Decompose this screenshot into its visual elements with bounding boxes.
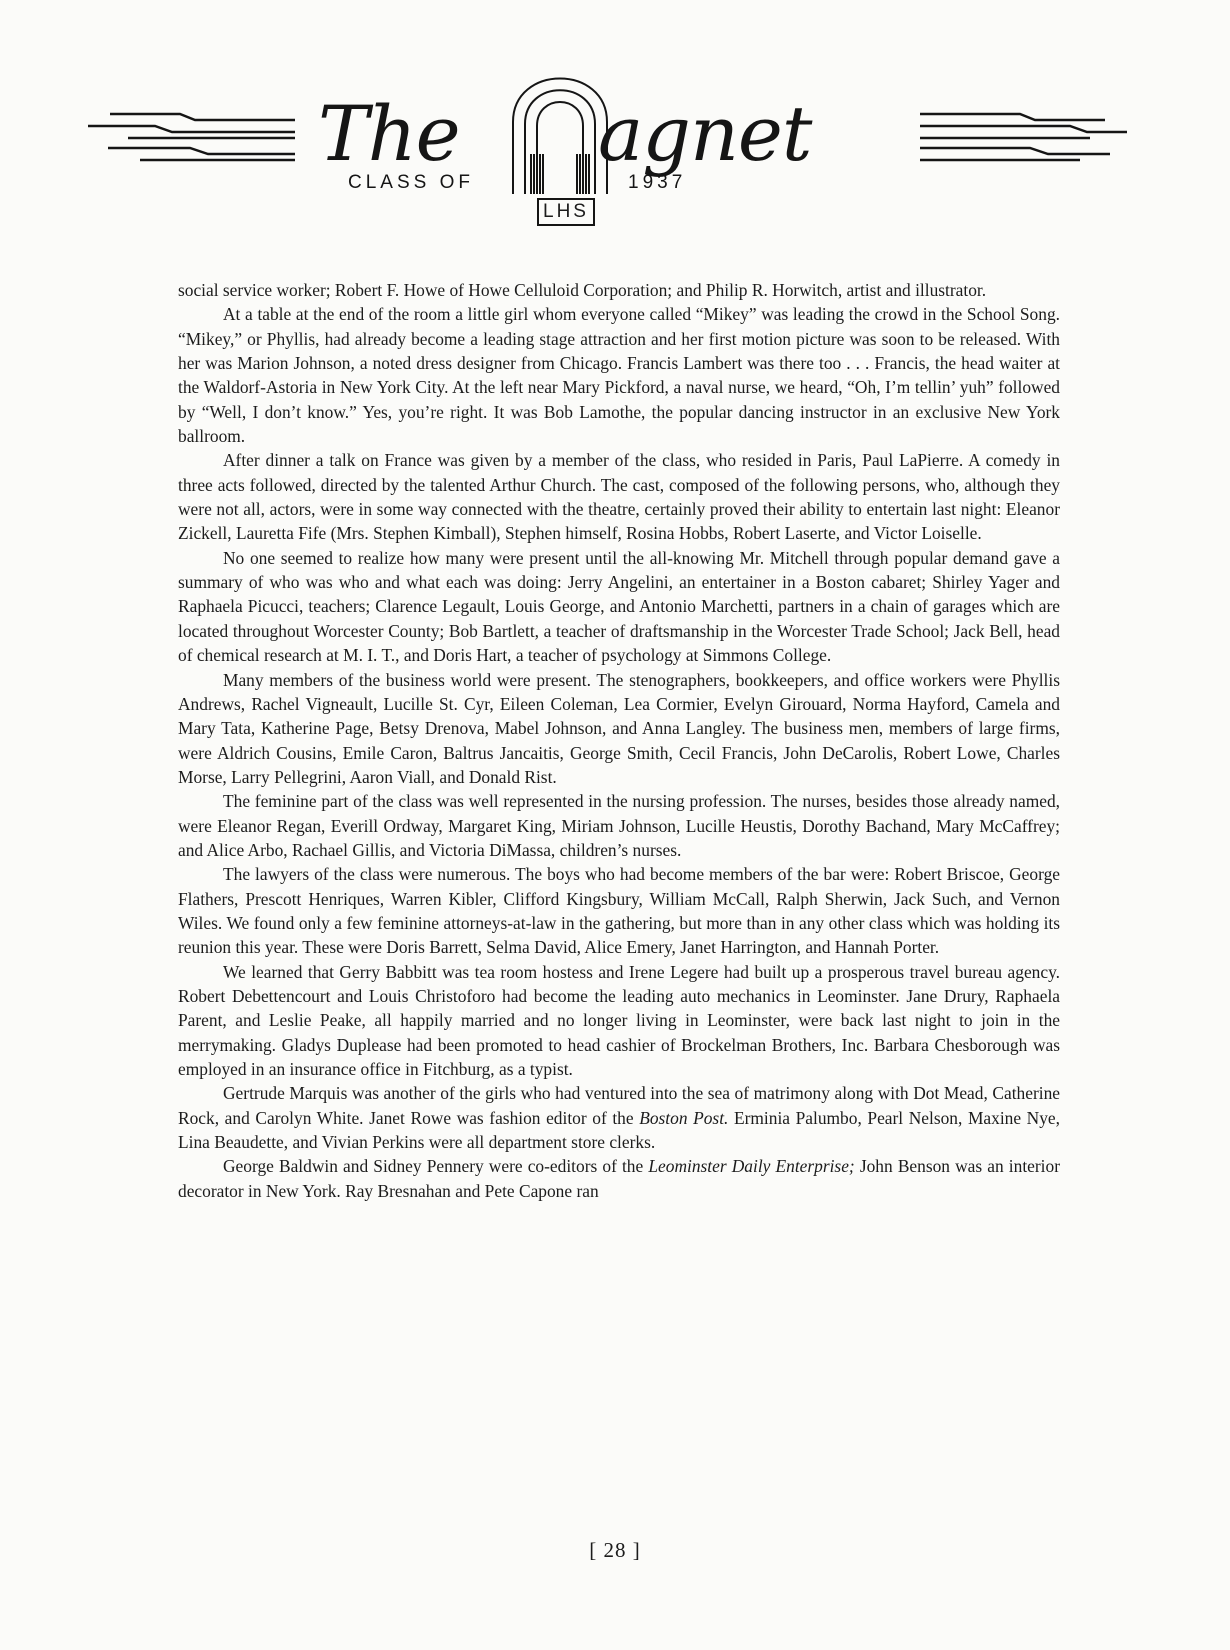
school-badge: LHS (537, 198, 595, 226)
paragraph: The feminine part of the class was well represented in the nursing profession. The nurses, besides those already named, were Eleanor Regan, Everill Ordway, Margaret King, Miriam Johnson, Lucille Heustis, Dorothy Bachand, Mary McCaffrey; and Alice Arbo, Rachael Gillis, and Victoria DiMassa, children’s nurses. (178, 791, 1060, 860)
paragraph (178, 1154, 1060, 1203)
class-label: CLASS OF (348, 172, 474, 193)
paragraph-text: John Benson was an interior decorator in New York. Ray Bresnahan and Pete Capone ran (178, 1156, 1060, 1201)
paragraph: At a table at the end of the room a little girl whom everyone called “Mikey” was leading the crowd in the School Song. “Mikey,” or Phyllis, had already become a leading stage attraction and her first motion picture was soon to be released. With her was Marion Johnson, a noted dress designer from Chicago. Francis Lambert was there too . . . Francis, the head waiter at the Waldorf-Astoria in New York City. At the left near Mary Pickford, a naval nurse, we heard, “Oh, I’m tellin’ yuh” followed by “Well, I don’t know.” Yes, you’re right. It was Bob Lamothe, the popular dancing instructor in an exclusive New York ballroom. (178, 304, 1060, 447)
newspaper-title: Leominster Daily Enterprise; (648, 1156, 855, 1177)
page-number: [ 28 ] (589, 1538, 641, 1562)
paragraph: Many members of the business world were present. The stenographers, bookkeepers, and office workers were Phyllis Andrews, Rachel Vigneault, Lucille St. Cyr, Eileen Coleman, Lea Cormier, Evelyn Girouard, Norma Hayford, Camela and Mary Tata, Katherine Page, Betsy Drenova, Mabel Johnson, and Anna Langley. The business men, members of large firms, were Aldrich Cousins, Emile Caron, Baltrus Jancaitis, George Smith, Cecil Francis, John DeCarolis, Robert Lowe, Charles Morse, Larry Pellegrini, Aaron Viall, and Donald Rist. (178, 669, 1060, 787)
paragraph: We learned that Gerry Babbitt was tea room hostess and Irene Legere had built up a prosperous travel bureau agency. Robert Debettencourt and Louis Christoforo had become the leading auto mechanics in Leominster. Jane Drury, Raphaela Parent, and Leslie Peake, all happily married and no longer living in Leominster, were back last night to join in the merrymaking. Gladys Duplease had been promoted to head cashier of Brockelman Brothers, Inc. Barbara Chesborough was employed in an insurance office in Fitchburg, as a typist. (178, 961, 1060, 1079)
paragraph: The lawyers of the class were numerous. The boys who had become members of the bar were: Robert Briscoe, George Flathers, Prescott Henriques, Warren Kibler, Clifford Kingsbury, William McCall, Ralph Sherwin, Jack Such, and Vernon Wiles. We found only a few feminine attorneys-at-law in the gathering, but more than in any other class which was holding its reunion this year. These were Doris Barrett, Selma David, Alice Emery, Janet Harrington, and Hannah Porter. (178, 864, 1060, 958)
paragraph: No one seemed to realize how many were present until the all-knowing Mr. Mitchell through popular demand gave a summary of who was who and what each was doing: Jerry Angelini, an entertainer in a Boston cabaret; Shirley Yager and Raphaela Picucci, teachers; Clarence Legault, Louis George, and Antonio Marchetti, partners in a chain of garages which are located throughout Worcester County; Bob Bartlett, a teacher of draftsmanship in the Worcester Trade School; Jack Bell, head of chemical research at M. I. T., and Doris Hart, a teacher of psychology at Simmons College. (178, 547, 1060, 666)
newspaper-title: Boston Post. (639, 1107, 729, 1128)
paragraph: social service worker; Robert F. Howe of Howe Celluloid Corporation; and Philip R. Horwitch, artist and illustrator. (178, 280, 987, 300)
masthead (80, 50, 1140, 250)
article-body (178, 278, 1060, 1203)
paragraph (178, 1081, 1060, 1154)
speed-lines-left-icon (80, 108, 295, 168)
class-year: 1937 (628, 172, 687, 193)
paragraph-text: George Baldwin and Sidney Pennery were co-editors of the (223, 1156, 649, 1177)
masthead-title-left: The (318, 89, 460, 178)
paragraph: After dinner a talk on France was given by a member of the class, who resided in Paris, Paul LaPierre. A comedy in three acts followed, directed by the talented Arthur Church. The cast, composed of the following persons, who, although they were not all, actors, were in some way connected with the theatre, certainly proved their ability to entertain last night: Eleanor Zickell, Lauretta Fife (Mrs. Stephen Kimball), Stephen himself, Rosina Hobbs, Robert Laserte, and Victor Loiselle. (178, 450, 1060, 544)
paragraph-text: Gertrude Marquis was another of the girls who had ventured into the sea of matrimony along with Dot Mead, Catherine Rock, and Carolyn White. Janet Rowe was fashion editor of the (178, 1083, 1060, 1128)
speed-lines-right-icon (920, 108, 1135, 168)
masthead-title-right: agnet (598, 89, 812, 178)
paragraph-text: Erminia Palumbo, Pearl Nelson, Maxine Nye, Lina Beaudette, and Vivian Perkins were all department store clerks. (178, 1107, 1061, 1153)
